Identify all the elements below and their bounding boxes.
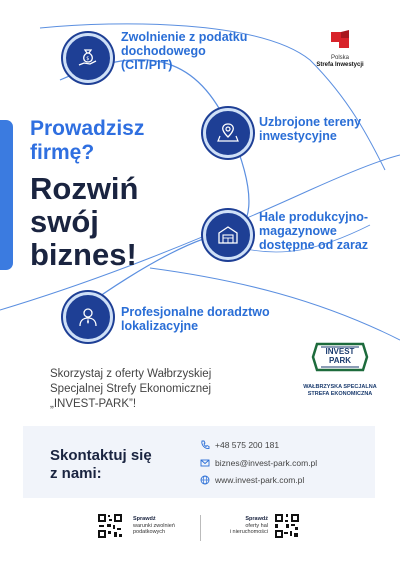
hero-headline-line3: biznes! — [30, 237, 137, 272]
qr-tax-line3: podatkowych — [133, 529, 166, 535]
qr-tax-label — [133, 516, 175, 536]
contact-phone-row[interactable] — [200, 439, 279, 451]
feature-halls-text — [259, 210, 368, 252]
feature-land-line1: Uzbrojone tereny — [259, 115, 362, 129]
contact-title-line1: Skontaktuj się — [50, 447, 152, 464]
email-icon — [200, 458, 210, 468]
offer-line3: „INVEST-PARK”! — [50, 398, 137, 410]
hero-headline — [30, 172, 200, 271]
invest-park-badge — [311, 340, 369, 374]
accent-bar — [0, 120, 13, 270]
contact-phone: +48 575 200 181 — [215, 440, 280, 450]
feature-land-line2: inwestycyjne — [259, 129, 337, 143]
polska-strefa-inwestycji-logo — [310, 30, 370, 69]
contact-email: biznes@invest-park.com.pl — [215, 458, 318, 468]
globe-icon — [200, 475, 210, 485]
invest-park-sub-line2: STREFA EKONOMICZNA — [307, 391, 373, 397]
contact-email-row[interactable] — [200, 457, 317, 469]
phone-icon — [200, 440, 210, 450]
feature-tax-circle — [63, 33, 113, 83]
invest-park-top-text: INVEST — [325, 347, 355, 356]
hero-question-line1: Prowadzisz — [30, 117, 145, 140]
feature-tax-line2: dochodowego — [121, 44, 206, 58]
hero-headline-line1: Rozwiń — [30, 171, 139, 206]
ps-logo-mark-icon — [327, 30, 353, 50]
invest-park-sub-line1: WAŁBRZYSKA SPECJALNA — [303, 384, 377, 390]
feature-advice-line1: Profesjonalne doradztwo — [121, 305, 270, 319]
location-pin-icon — [216, 121, 240, 145]
advisor-person-icon — [76, 305, 100, 329]
money-bag-hand-icon — [76, 46, 100, 70]
feature-land-text — [259, 115, 361, 143]
qr-halls-label — [216, 516, 268, 536]
feature-tax-line1: Zwolnienie z podatku — [121, 30, 248, 44]
offer-text — [50, 367, 280, 412]
feature-tax-line3: (CIT/PIT) — [121, 58, 173, 72]
invest-park-subtitle — [300, 384, 380, 398]
qr-tax-line2: warunki zwolnień — [133, 522, 175, 529]
feature-halls-line3: dostępne od zaraz — [259, 238, 369, 252]
feature-halls-circle — [203, 210, 253, 260]
qr-tax-line1-text: Sprawdź — [133, 516, 156, 522]
contact-website-row[interactable] — [200, 474, 304, 486]
offer-line2: Specjalnej Strefy Ekonomicznej — [50, 383, 212, 395]
qr-divider — [200, 515, 201, 541]
contact-title-line2: z nami: — [50, 465, 102, 482]
hero-question — [30, 117, 180, 165]
qr-halls-line3: i nieruchomości — [229, 529, 268, 535]
qr-halls-line2: oferty hal — [245, 522, 268, 529]
ps-logo-line2: Strefa Inwestycji — [316, 62, 364, 68]
svg-text:$: $ — [86, 56, 90, 62]
feature-advice-line2: lokalizacyjne — [121, 319, 199, 333]
feature-land-circle — [203, 108, 253, 158]
feature-advice-text — [121, 305, 270, 333]
offer-line1: Skorzystaj z oferty Wałbrzyskiej — [50, 368, 212, 380]
qr-halls-line1-text: Sprawdź — [245, 516, 268, 522]
invest-park-bottom-text: PARK — [328, 356, 352, 365]
feature-halls-line1: Hale produkcyjno- — [259, 210, 369, 224]
feature-tax-text — [121, 30, 247, 72]
contact-title — [50, 447, 152, 483]
invest-park-logo — [300, 340, 380, 398]
ps-logo-line1: Polska — [330, 55, 349, 61]
feature-advice-circle — [63, 292, 113, 342]
hero-headline-line2: swój — [30, 204, 99, 239]
hero-question-line2: firmę? — [30, 141, 95, 164]
feature-halls-line2: magazynowe — [259, 224, 337, 238]
warehouse-icon — [216, 223, 240, 247]
qr-code-halls-icon[interactable] — [274, 513, 300, 539]
contact-website: www.invest-park.com.pl — [215, 475, 305, 485]
qr-code-tax-icon[interactable] — [97, 513, 123, 539]
